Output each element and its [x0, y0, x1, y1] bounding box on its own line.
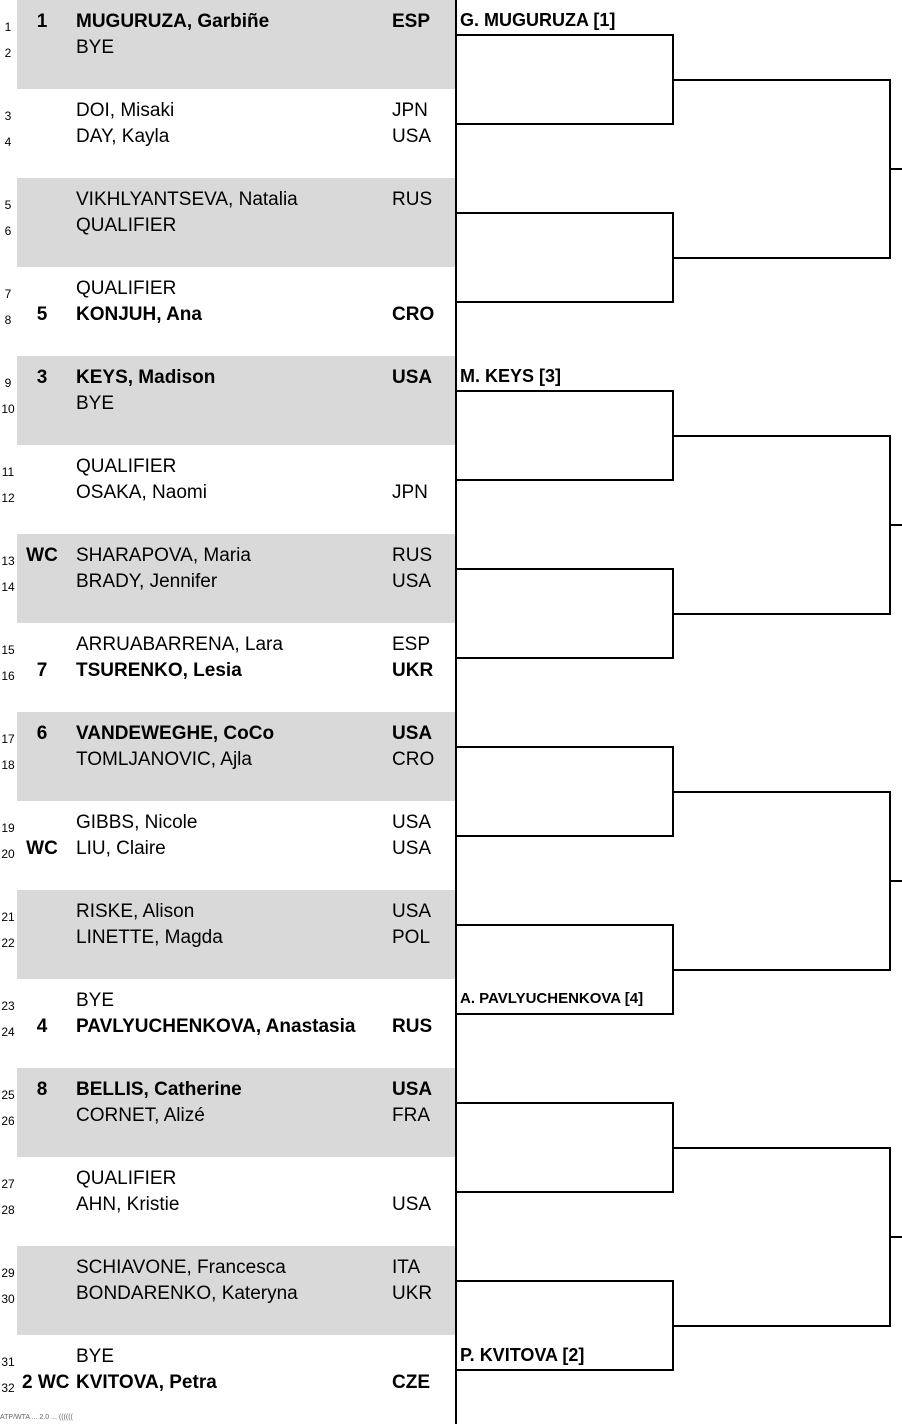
player-nation: UKR	[392, 1283, 433, 1304]
bracket-line	[455, 178, 457, 267]
draw-position: 3	[4, 109, 12, 123]
player-name: SHARAPOVA, Maria	[76, 545, 251, 566]
bracket-line	[455, 1068, 457, 1157]
player-name: MUGURUZA, Garbiñe	[76, 11, 270, 32]
bracket-line	[672, 257, 890, 259]
seed-label: 7	[36, 660, 48, 681]
player-name: KONJUH, Ana	[76, 304, 202, 325]
player-name: GIBBS, Nicole	[76, 812, 198, 833]
bracket-line	[455, 0, 457, 89]
draw-position: 26	[1, 1114, 15, 1128]
draw-position: 32	[1, 1381, 15, 1395]
player-name: QUALIFIER	[76, 278, 177, 299]
bracket-line	[455, 356, 457, 445]
bracket-line	[455, 34, 673, 36]
bracket-line	[889, 168, 902, 170]
seed-label: 3	[36, 367, 48, 388]
seed-label: 6	[36, 723, 48, 744]
round2-winner: P. KVITOVA [2]	[460, 1345, 585, 1365]
player-name: VANDEWEGHE, CoCo	[76, 723, 275, 744]
seed-label: WC	[26, 545, 58, 566]
player-nation: USA	[392, 901, 432, 922]
player-nation: ESP	[392, 634, 431, 655]
bracket-line	[455, 979, 457, 1068]
player-nation: USA	[392, 367, 433, 388]
player-name: LIU, Claire	[76, 838, 166, 859]
player-nation: ITA	[392, 1257, 421, 1278]
draw-position: 12	[1, 491, 15, 505]
player-nation: JPN	[392, 100, 428, 121]
bracket-line	[455, 479, 673, 481]
draw-position: 7	[4, 287, 12, 301]
player-name: BYE	[76, 1346, 115, 1367]
bracket-line	[455, 1246, 457, 1335]
bracket-line	[455, 801, 457, 890]
draw-position: 27	[1, 1177, 15, 1191]
bracket-line	[889, 524, 902, 526]
player-nation: CRO	[392, 749, 435, 770]
player-nation: USA	[392, 1194, 432, 1215]
bracket-line	[455, 924, 673, 926]
player-name: BYE	[76, 393, 115, 414]
player-nation: UKR	[392, 660, 434, 681]
player-nation: USA	[392, 1079, 433, 1100]
bracket-line	[455, 1157, 457, 1246]
bracket-line	[889, 1236, 902, 1238]
bracket-line	[455, 212, 673, 214]
player-name: SCHIAVONE, Francesca	[76, 1257, 286, 1278]
player-name: CORNET, Alizé	[76, 1105, 205, 1126]
draw-position: 5	[4, 198, 12, 212]
player-name: QUALIFIER	[76, 1168, 177, 1189]
player-nation: JPN	[392, 482, 428, 503]
draw-position: 10	[1, 402, 15, 416]
bracket-line	[455, 746, 673, 748]
player-nation: ESP	[392, 11, 431, 32]
bracket-line	[455, 1102, 673, 1104]
player-nation: CRO	[392, 304, 435, 325]
bracket-line	[455, 1013, 673, 1015]
player-nation: USA	[392, 838, 432, 859]
player-nation: POL	[392, 927, 431, 948]
seed-label: 2 WC	[22, 1372, 70, 1393]
player-name: QUALIFIER	[76, 456, 177, 477]
bracket-line	[455, 267, 457, 356]
player-nation: FRA	[392, 1105, 430, 1126]
bracket-line	[455, 623, 457, 712]
player-name: TOMLJANOVIC, Ajla	[76, 749, 252, 770]
round2-winner: M. KEYS [3]	[460, 366, 562, 386]
player-nation: USA	[392, 126, 432, 147]
player-name: RISKE, Alison	[76, 901, 195, 922]
draw-position: 21	[1, 910, 15, 924]
bracket-line	[455, 712, 457, 801]
draw-position: 1	[4, 20, 12, 34]
bracket-line	[672, 613, 890, 615]
bracket-line	[672, 969, 890, 971]
bracket-line	[455, 390, 673, 392]
player-name: PAVLYUCHENKOVA, Anastasia	[76, 1016, 356, 1037]
draw-position: 20	[1, 847, 15, 861]
bracket-line	[672, 1147, 890, 1149]
bracket-line	[455, 835, 673, 837]
player-nation: CZE	[392, 1372, 430, 1393]
bracket-line	[889, 880, 902, 882]
bracket-line	[455, 1335, 457, 1424]
draw-position: 8	[4, 313, 12, 327]
player-name: ARRUABARRENA, Lara	[76, 634, 283, 655]
seed-label: 8	[36, 1079, 48, 1100]
player-name: BYE	[76, 37, 115, 58]
player-name: BRADY, Jennifer	[76, 571, 218, 592]
player-name: DOI, Misaki	[76, 100, 175, 121]
bracket-line	[672, 435, 890, 437]
seed-label: 1	[36, 11, 48, 32]
draw-position: 15	[1, 643, 15, 657]
player-name: LINETTE, Magda	[76, 927, 223, 948]
page-footer: ATP/WTA ... 2.0 ... ((((((	[0, 1414, 73, 1421]
bracket-line	[455, 89, 457, 178]
draw-position: 19	[1, 821, 15, 835]
player-name: KEYS, Madison	[76, 367, 216, 388]
player-name: OSAKA, Naomi	[76, 482, 207, 503]
bracket-line	[455, 1369, 673, 1371]
bracket-line	[672, 791, 890, 793]
player-name: KVITOVA, Petra	[76, 1372, 217, 1393]
bracket-line	[455, 1191, 673, 1193]
bracket-line	[455, 1280, 673, 1282]
player-nation: RUS	[392, 189, 433, 210]
player-name: TSURENKO, Lesia	[76, 660, 242, 681]
round2-winner: A. PAVLYUCHENKOVA [4]	[460, 990, 644, 1007]
player-nation: USA	[392, 723, 433, 744]
bracket-line	[672, 1325, 890, 1327]
draw-position: 13	[1, 554, 15, 568]
bracket-line	[455, 657, 673, 659]
draw-position: 11	[1, 465, 15, 479]
player-nation: RUS	[392, 545, 433, 566]
player-nation: USA	[392, 571, 432, 592]
draw-position: 4	[4, 135, 12, 149]
seed-label: 5	[36, 304, 48, 325]
bracket-line	[455, 445, 457, 534]
draw-position: 28	[1, 1203, 15, 1217]
player-nation: USA	[392, 812, 432, 833]
player-name: AHN, Kristie	[76, 1194, 180, 1215]
player-name: BELLIS, Catherine	[76, 1079, 242, 1100]
player-name: DAY, Kayla	[76, 126, 170, 147]
draw-position: 23	[1, 999, 15, 1013]
seed-label: WC	[26, 838, 58, 859]
draw-position: 16	[1, 669, 15, 683]
draw-position: 30	[1, 1292, 15, 1306]
bracket-line	[455, 123, 673, 125]
round2-winner: G. MUGURUZA [1]	[460, 10, 616, 30]
bracket-line	[455, 890, 457, 979]
player-nation: RUS	[392, 1016, 433, 1037]
bracket-line	[672, 79, 890, 81]
draw-position: 24	[1, 1025, 15, 1039]
seed-label: 4	[36, 1016, 48, 1037]
player-name: QUALIFIER	[76, 215, 177, 236]
draw-position: 17	[1, 732, 15, 746]
draw-position: 14	[1, 580, 15, 594]
player-name: BYE	[76, 990, 115, 1011]
draw-position: 29	[1, 1266, 15, 1280]
draw-position: 22	[1, 936, 15, 950]
draw-position: 2	[4, 46, 12, 60]
bracket-line	[455, 534, 457, 623]
draw-position: 18	[1, 758, 15, 772]
bracket-line	[455, 301, 673, 303]
draw-position: 25	[1, 1088, 15, 1102]
player-name: VIKHLYANTSEVA, Natalia	[76, 189, 298, 210]
bracket-line	[455, 568, 673, 570]
draw-position: 6	[4, 224, 12, 238]
player-name: BONDARENKO, Kateryna	[76, 1283, 298, 1304]
draw-position: 9	[4, 376, 12, 390]
draw-position: 31	[1, 1355, 15, 1369]
